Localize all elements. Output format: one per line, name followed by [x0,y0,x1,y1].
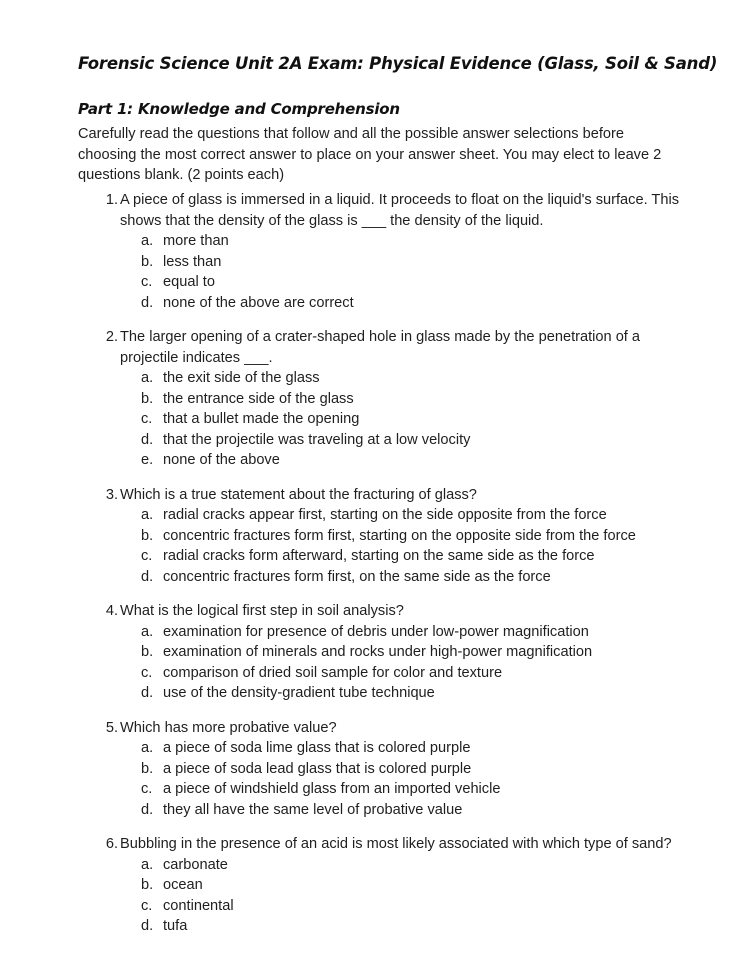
option-label: comparison of dried soil sample for color and texture [163,664,503,681]
answer-option[interactable] [0,779,750,800]
answer-options [0,368,750,471]
instructions-paragraph: Carefully read the questions that follow and all the possible answer selections before choosing the most correct answer to place on your answer sheet. You may elect to leave 2 questions blank. (2 points each) [78,126,662,183]
option-letter: b. [141,253,154,270]
question-block [0,485,750,588]
option-letter: a. [141,507,154,523]
question-number: 4. [105,603,118,619]
answer-options [0,738,750,820]
answer-option[interactable] [0,293,750,314]
page-title: Forensic Science Unit 2A Exam: Physical Evidence (Glass, Soil & Sand) [78,54,718,73]
answer-option[interactable] [0,622,750,643]
answer-option[interactable] [0,272,750,293]
option-label: examination of minerals and rocks under high-power magnification [163,644,593,660]
option-letter: b. [141,877,154,893]
option-label: that a bullet made the opening [163,411,360,427]
option-label: carbonate [163,856,228,873]
question-text: Which has more probative value? [120,719,337,736]
option-label: continental [163,897,234,914]
option-letter: d. [141,918,154,934]
option-label: concentric fractures form first, starting on the opposite side from the force [163,527,636,544]
option-letter: a. [141,740,154,756]
option-letter: a. [141,233,154,249]
option-letter: b. [141,390,154,407]
question-block [0,327,750,471]
answer-option[interactable] [0,450,750,471]
answer-options [0,505,750,587]
option-letter: c. [141,411,153,427]
answer-options [0,855,750,937]
answer-option[interactable] [0,567,750,588]
answer-options [0,231,750,313]
option-letter: d. [141,294,154,311]
question-number: 3. [105,486,118,503]
answer-option[interactable] [0,800,750,821]
answer-option[interactable] [0,759,750,780]
questions-list [0,190,750,951]
option-label: none of the above [163,452,280,468]
option-label: a piece of soda lime glass that is colored purple [163,740,471,756]
answer-option[interactable] [0,526,750,547]
answer-option[interactable] [0,389,750,410]
question-number: 1. [105,192,118,208]
option-letter: b. [141,644,154,660]
answer-option[interactable] [0,855,750,876]
question-block [0,834,750,937]
option-letter: a. [141,370,154,386]
question-block [0,190,750,313]
option-letter: d. [141,431,154,448]
question-number: 2. [105,329,118,345]
section-heading-part-1: Part 1: Knowledge and Comprehension [78,100,400,118]
answer-option[interactable] [0,252,750,273]
answer-option[interactable] [0,231,750,252]
answer-option[interactable] [0,505,750,526]
answer-option[interactable] [0,642,750,663]
option-letter: c. [141,897,153,914]
answer-option[interactable] [0,875,750,896]
answer-option[interactable] [0,368,750,389]
option-letter: a. [141,623,154,640]
question-text: A piece of glass is immersed in a liquid. It proceeds to float on the liquid's surface. This shows that the density of the glass is ___ the density of the liquid. [120,192,679,229]
answer-option[interactable] [0,683,750,704]
option-letter: c. [141,664,153,681]
option-label: more than [163,233,229,249]
option-label: they all have the same level of probative value [163,801,463,818]
answer-option[interactable] [0,663,750,684]
answer-option[interactable] [0,896,750,917]
option-label: a piece of windshield glass from an imported vehicle [163,781,501,797]
question-text: What is the logical first step in soil analysis? [120,603,404,619]
option-label: tufa [163,918,188,934]
question-text: Bubbling in the presence of an acid is most likely associated with which type of sand? [120,836,672,852]
answer-options [0,622,750,704]
answer-option[interactable] [0,738,750,759]
option-letter: b. [141,527,154,544]
option-letter: d. [141,801,154,818]
answer-option[interactable] [0,409,750,430]
option-label: radial cracks appear first, starting on the side opposite from the force [163,507,607,523]
option-label: the exit side of the glass [163,370,320,386]
option-letter: a. [141,856,154,873]
question-block [0,718,750,821]
option-letter: c. [141,274,153,290]
option-label: that the projectile was traveling at a low velocity [163,431,471,448]
question-block [0,601,750,704]
option-label: use of the density-gradient tube technique [163,685,435,701]
option-letter: e. [141,452,154,468]
option-letter: c. [141,781,153,797]
option-label: equal to [163,274,215,290]
option-label: none of the above are correct [163,294,354,311]
option-label: the entrance side of the glass [163,390,354,407]
option-label: radial cracks form afterward, starting on the same side as the force [163,548,595,564]
option-label: a piece of soda lead glass that is colored purple [163,760,472,777]
option-letter: c. [141,548,153,564]
question-number: 6. [105,836,118,852]
question-text: The larger opening of a crater-shaped hole in glass made by the penetration of a projectile indicates ___. [120,329,641,366]
answer-option[interactable] [0,546,750,567]
option-letter: d. [141,568,154,585]
answer-option[interactable] [0,916,750,937]
option-label: examination for presence of debris under low-power magnification [163,623,589,640]
option-letter: b. [141,760,154,777]
question-number: 5. [105,719,118,736]
option-label: ocean [163,877,203,893]
option-letter: d. [141,685,154,701]
option-label: less than [163,253,222,270]
option-label: concentric fractures form first, on the same side as the force [163,568,551,585]
answer-option[interactable] [0,430,750,451]
question-text: Which is a true statement about the fracturing of glass? [120,486,477,503]
